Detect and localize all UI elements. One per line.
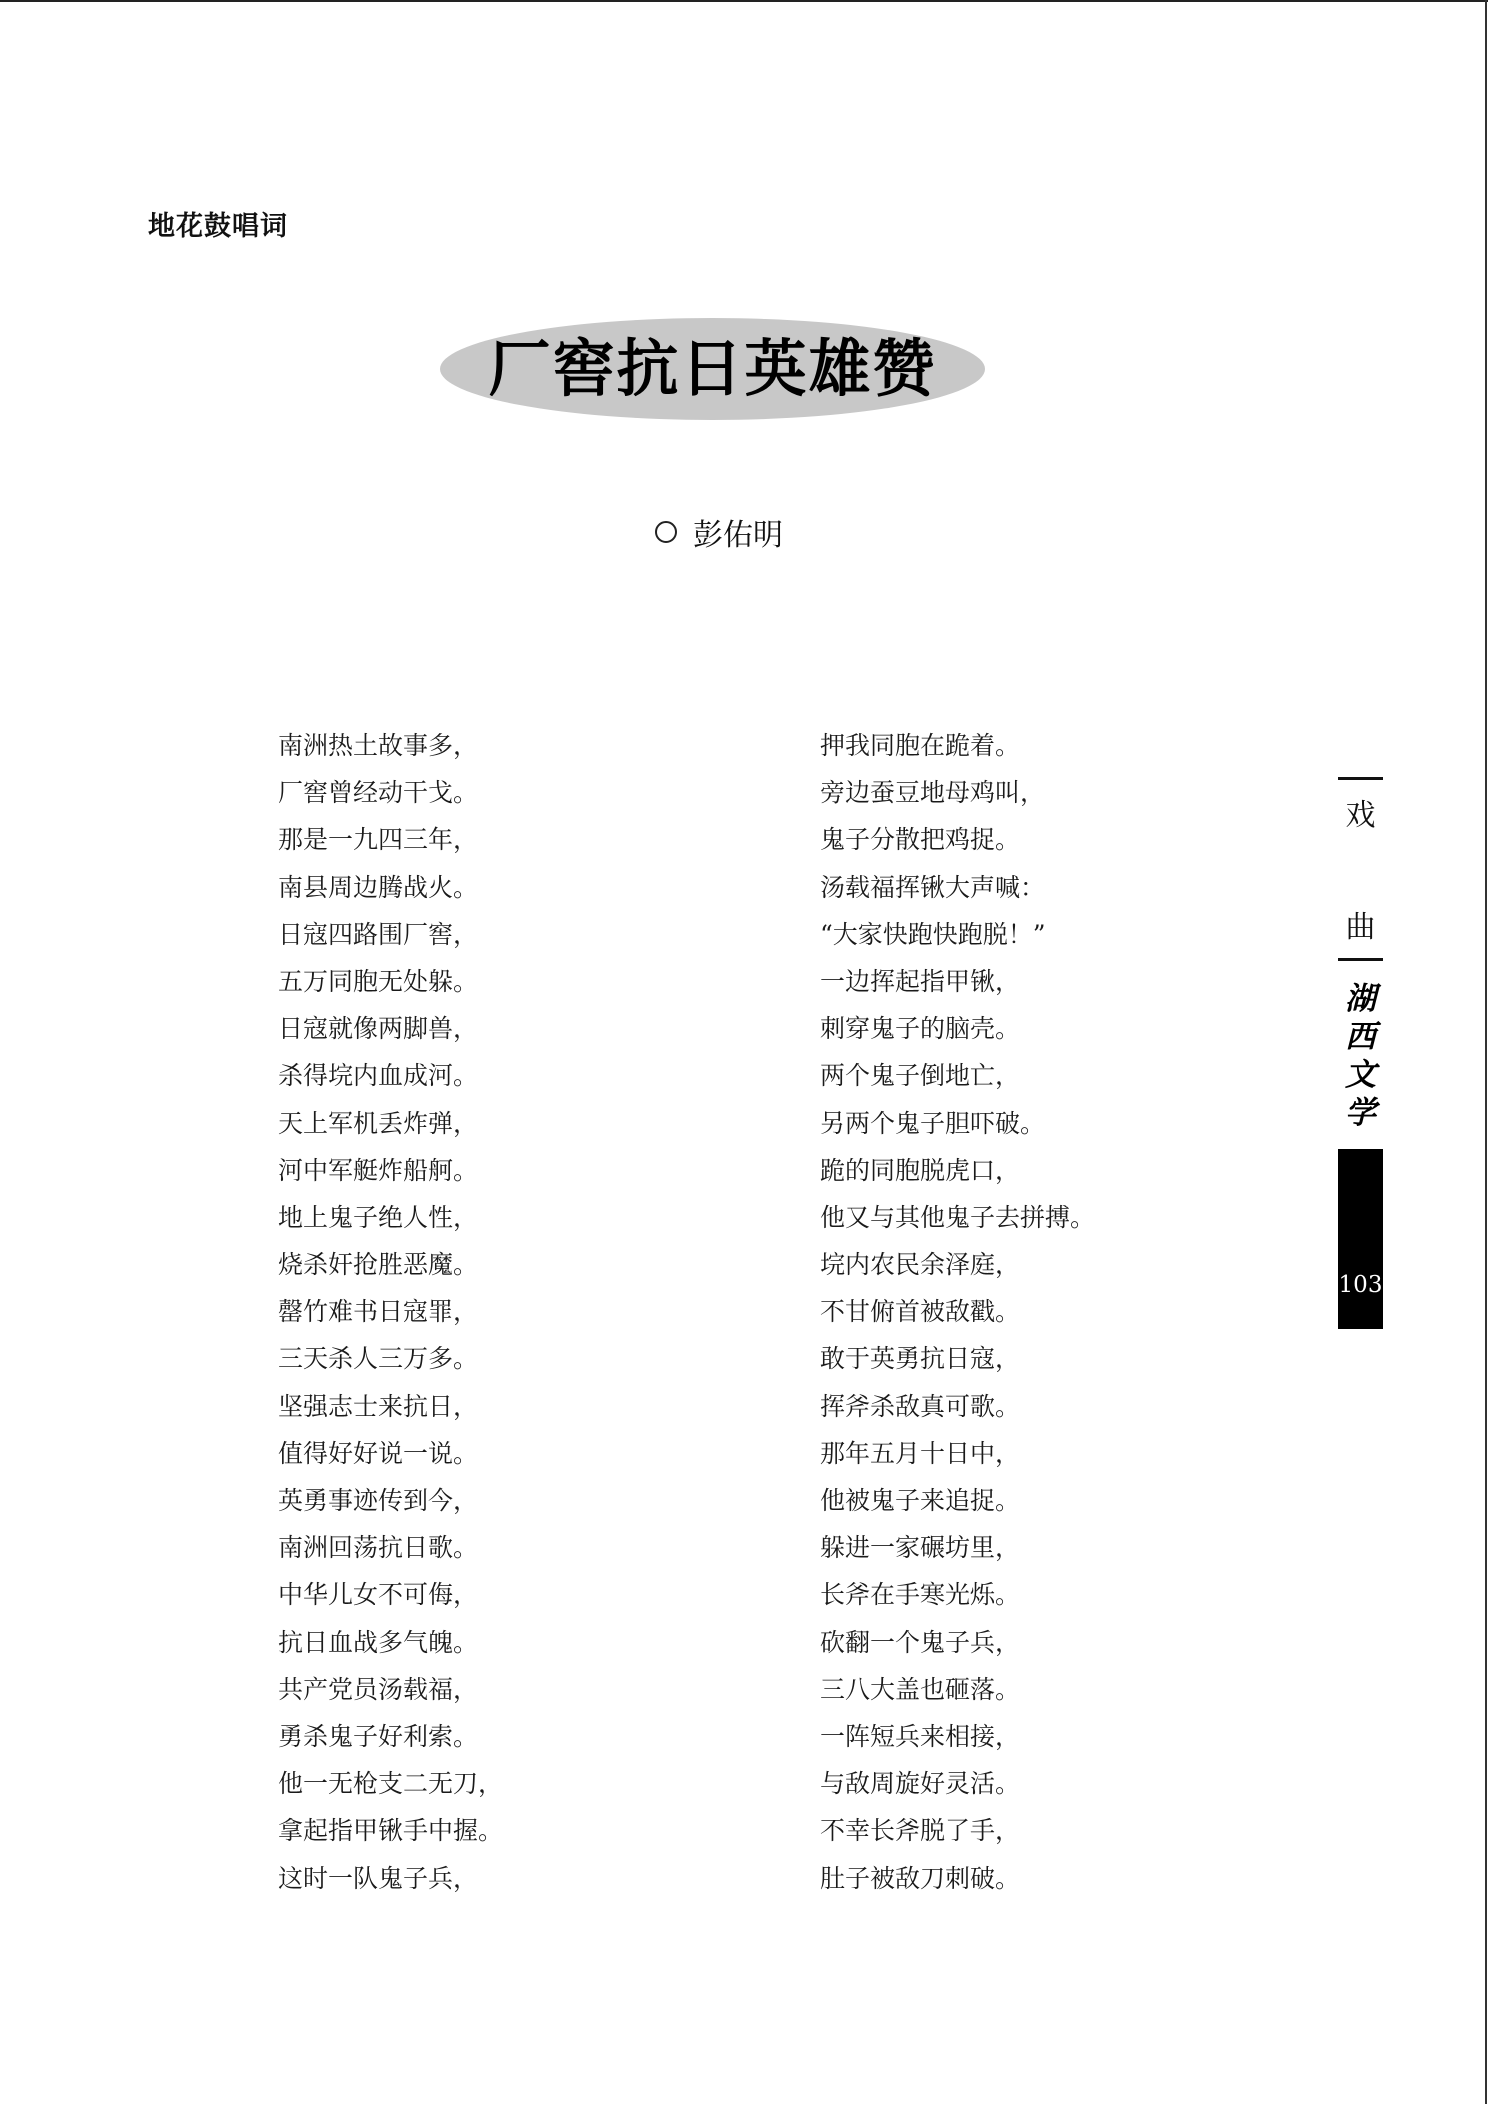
magazine-logo-char: 学 [1345,1095,1376,1131]
poem-line: 日寇就像两脚兽， [278,1014,479,1044]
poem-line: 南县周边腾战火。 [278,872,479,902]
poem-column-right [820,722,1095,1902]
poem-line: 不甘俯首被敌戳。 [820,1297,1021,1327]
poem-line: 英勇事迹传到今， [278,1486,479,1515]
right-border-line [1485,0,1487,2104]
poem-line: 五万同胞无处躲。 [278,966,479,996]
poem-line: 垸内农民余泽庭， [820,1250,1021,1280]
poem-line: 那年五月十日中， [820,1438,1021,1468]
poem-line: 躲进一家碾坊里， [820,1533,1021,1563]
poem-line: 河中军艇炸船舸。 [278,1155,479,1185]
poem-line: 与敌周旋好灵活。 [820,1769,1021,1799]
poem-line: 押我同胞在跪着。 [820,731,1021,760]
circle-bullet-icon [655,521,677,543]
magazine-logo-char: 西 [1345,1019,1376,1055]
magazine-logo-char: 湖 [1345,981,1376,1017]
side-tab-top-rule [1338,777,1383,780]
poem-line: 值得好好说一说。 [278,1438,479,1468]
poem-line: 跪的同胞脱虎口， [820,1155,1021,1185]
poem-line: 他一无枪支二无刀， [278,1769,504,1799]
poem-line: 勇杀鬼子好利索。 [278,1721,479,1751]
side-tab-category-char-2: 曲 [1345,910,1376,945]
poem-line: 挥斧杀敌真可歌。 [820,1391,1021,1421]
poem-line: 中华儿女不可侮， [278,1580,479,1610]
poem-line: 共产党员汤载福， [278,1674,479,1704]
poem-line: 汤载福挥锹大声喊： [820,872,1046,902]
author-name: 彭佑明 [693,518,783,553]
magazine-logo-char: 文 [1345,1057,1376,1093]
poem-line: 杀得垸内血成河。 [278,1061,479,1091]
poem-line: 日寇四路围厂窖， [278,919,479,949]
poem-line: 另两个鬼子胆吓破。 [820,1108,1046,1138]
poem-line: 坚强志士来抗日， [278,1391,479,1421]
poem-line: 南洲回荡抗日歌。 [278,1533,479,1563]
poem-line: 厂窖曾经动干戈。 [278,778,479,808]
poem-line: 鬼子分散把鸡捉。 [820,825,1021,855]
poem-column-left [278,722,503,1902]
page-number: 103 [1338,1272,1383,1298]
poem-line: “大家快跑快跑脱！” [820,919,1046,949]
poem-line: 拿起指甲锹手中握。 [278,1816,504,1846]
magazine-logo [1338,980,1383,1132]
poem-line: 砍翻一个鬼子兵， [820,1627,1021,1657]
poem-line: 刺穿鬼子的脑壳。 [820,1014,1021,1044]
poem-line: 地上鬼子绝人性， [278,1202,479,1232]
poem-line: 抗日血战多气魄。 [278,1627,479,1657]
poem-line: 这时一队鬼子兵， [278,1863,479,1893]
poem-line: 长斧在手寒光烁。 [820,1580,1021,1610]
poem-line: 那是一九四三年， [278,825,479,855]
poem-line: 旁边蚕豆地母鸡叫， [820,778,1046,808]
poem-line: 他又与其他鬼子去拼搏。 [820,1202,1096,1232]
poem-line: 三天杀人三万多。 [278,1344,479,1374]
article-title: 厂窖抗日英雄赞 [488,332,937,405]
section-label: 地花鼓唱词 [148,211,288,242]
poem-line: 三八大盖也砸落。 [820,1674,1021,1704]
top-border-line [0,0,1488,2]
poem-line: 敢于英勇抗日寇， [820,1344,1021,1374]
poem-line: 一阵短兵来相接， [820,1721,1021,1751]
poem-line: 南洲热土故事多， [278,731,479,760]
poem-line: 两个鬼子倒地亡， [820,1061,1021,1091]
poem-line: 罄竹难书日寇罪， [278,1297,479,1327]
side-tab-middle-rule [1338,958,1383,961]
side-tab-black-block [1338,1149,1383,1329]
poem-line: 肚子被敌刀刺破。 [820,1863,1021,1893]
side-tab-category-char-1: 戏 [1345,798,1376,833]
poem-line: 不幸长斧脱了手， [820,1816,1021,1846]
poem-line: 一边挥起指甲锹， [820,966,1021,996]
author-line [655,510,783,554]
poem-line: 天上军机丢炸弹， [278,1108,479,1138]
poem-line: 他被鬼子来追捉。 [820,1486,1021,1515]
poem-line: 烧杀奸抢胜恶魔。 [278,1250,479,1280]
